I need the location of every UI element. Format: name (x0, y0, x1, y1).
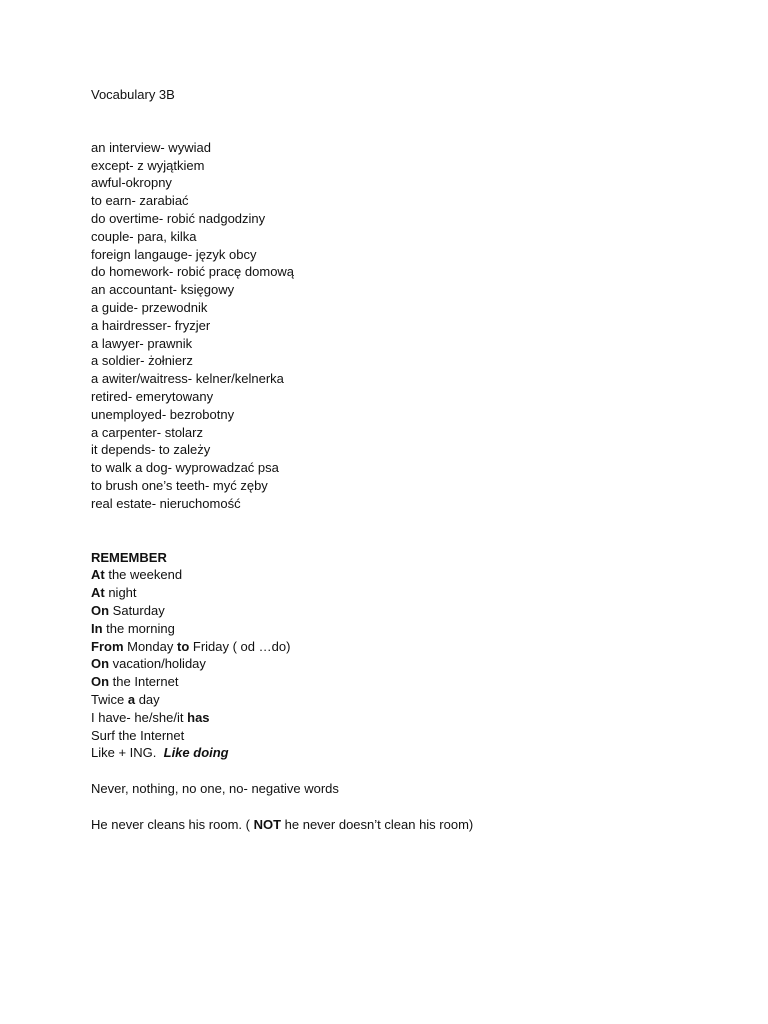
vocab-item: to walk a dog- wyprowadzać psa (91, 460, 279, 476)
vocab-item: a awiter/waitress- kelner/kelnerka (91, 371, 284, 387)
keyword: a (127, 691, 136, 707)
text: Friday ( od …do) (189, 638, 291, 654)
vocab-item: an interview- wywiad (91, 139, 211, 155)
remember-section (91, 549, 711, 763)
vocab-item: an accountant- księgowy (91, 282, 235, 298)
vocab-item: a guide- przewodnik (91, 299, 208, 315)
text: he never doesn’t clean his room) (281, 816, 474, 832)
keyword: In (91, 620, 103, 636)
remember-line (91, 566, 711, 584)
keyword: Like doing (163, 745, 229, 761)
keyword: NOT (253, 816, 282, 832)
vocab-item: to brush one’s teeth- myć zęby (91, 477, 268, 493)
vocab-item: foreign langauge- język obcy (91, 246, 257, 262)
remember-line (91, 638, 711, 656)
remember-line (91, 620, 711, 638)
vocab-item: do homework- robić pracę domową (91, 264, 295, 280)
remember-line (91, 655, 711, 673)
vocab-item: it depends- to zależy (91, 442, 211, 458)
vocab-item: real estate- nieruchomość (91, 495, 241, 511)
keyword: At (91, 567, 105, 583)
keyword: has (187, 709, 210, 725)
vocab-item: a lawyer- prawnik (91, 335, 193, 351)
text: Surf the Internet (91, 727, 185, 743)
remember-line (91, 602, 711, 620)
text: Twice (91, 691, 128, 707)
vocab-item: a hairdresser- fryzjer (91, 317, 211, 333)
vocab-item: except- z wyjątkiem (91, 157, 205, 173)
text: vacation/holiday (109, 656, 206, 672)
text: the Internet (109, 674, 179, 690)
text: Like + ING. (91, 745, 164, 761)
vocab-item: couple- para, kilka (91, 228, 197, 244)
vocab-item: retired- emerytowany (91, 388, 214, 404)
remember-line (91, 709, 711, 727)
remember-line (91, 744, 711, 762)
text: Saturday (109, 602, 165, 618)
keyword: From (91, 638, 124, 654)
vocab-item: a carpenter- stolarz (91, 424, 203, 440)
remember-line (91, 727, 711, 745)
text: day (135, 691, 160, 707)
vocab-item: unemployed- bezrobotny (91, 406, 235, 422)
keyword: On (91, 602, 110, 618)
text: night (104, 585, 137, 601)
keyword: to (176, 638, 190, 654)
keyword: At (91, 585, 105, 601)
remember-line (91, 584, 711, 602)
keyword: On (91, 656, 110, 672)
vocabulary-list (91, 139, 711, 513)
vocab-item: awful-okropny (91, 175, 172, 191)
remember-line (91, 673, 711, 691)
remember-line (91, 691, 711, 709)
vocab-item: do overtime- robić nadgodziny (91, 210, 266, 226)
vocab-item: to earn- zarabiać (91, 193, 189, 209)
document-page (91, 86, 711, 834)
text: Monday (123, 638, 177, 654)
negative-words-note: Never, nothing, no one, no- negative words (91, 781, 339, 797)
text: He never cleans his room. ( (91, 816, 254, 832)
text: the morning (102, 620, 175, 636)
remember-heading: REMEMBER (91, 549, 167, 565)
text: the weekend (104, 567, 183, 583)
keyword: On (91, 674, 110, 690)
vocab-item: a soldier- żołnierz (91, 353, 193, 369)
example-sentence (91, 816, 711, 834)
text: I have- he/she/it (91, 709, 188, 725)
document-title: Vocabulary 3B (91, 87, 175, 102)
